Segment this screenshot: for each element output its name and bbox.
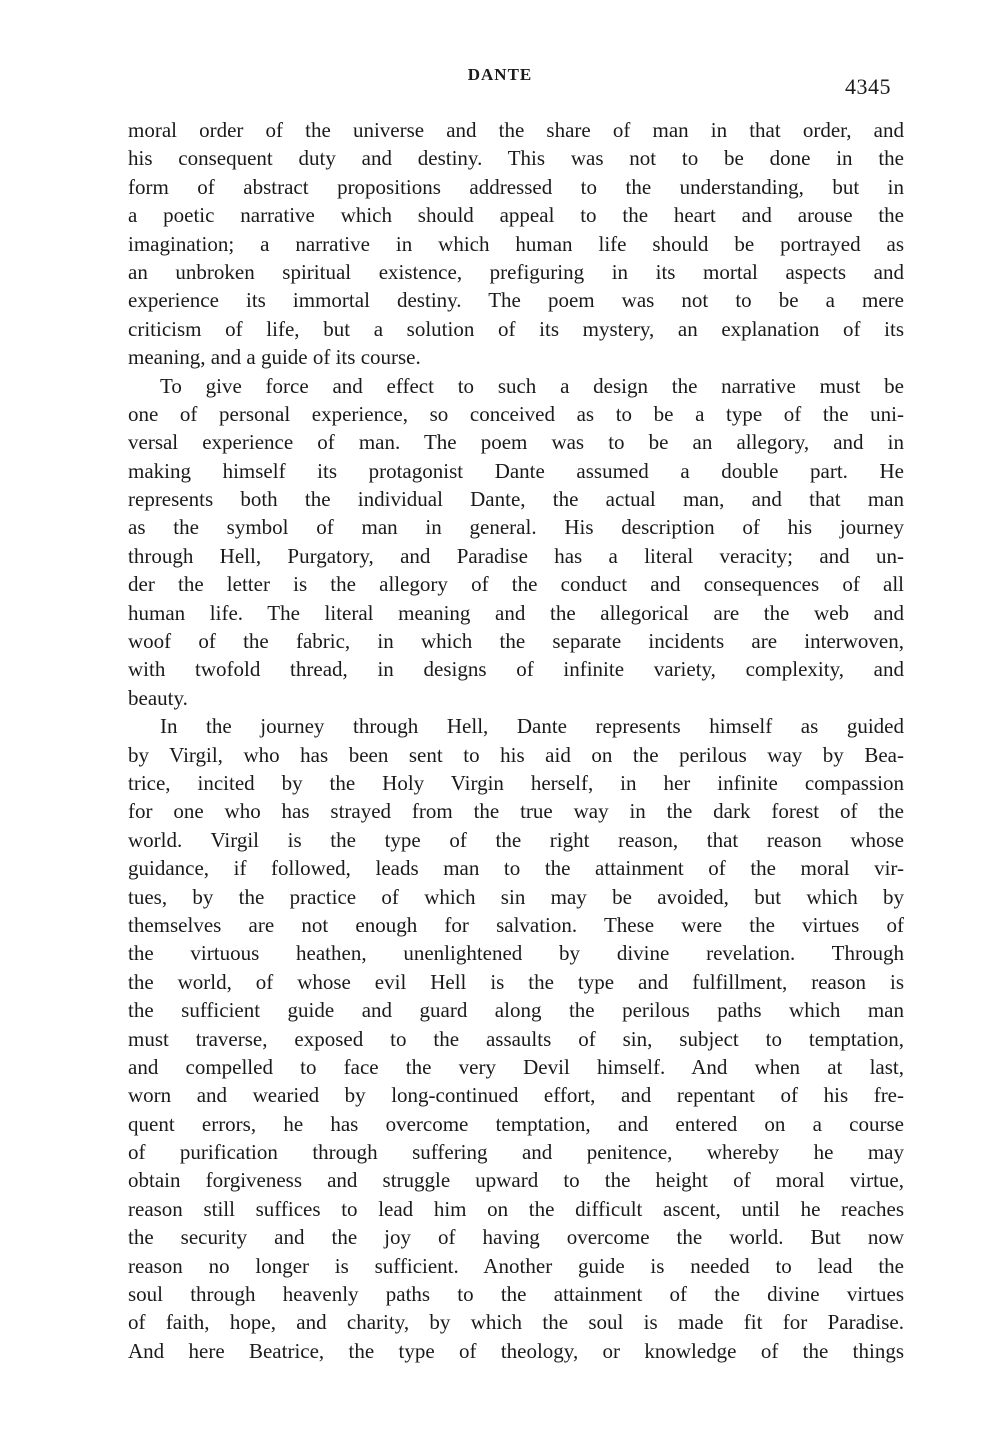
text-line: the virtuous heathen, unenlightened by divine revelation. Through xyxy=(128,941,904,966)
text-line: And here Beatrice, the type of theology, or knowledge of the things xyxy=(128,1338,904,1363)
text-line: experience its immortal destiny. The poem was not to be a mere xyxy=(128,288,904,313)
text-line: obtain forgiveness and struggle upward to the height of moral virtue, xyxy=(128,1168,904,1193)
text-line: the sufficient guide and guard along the perilous paths which man xyxy=(128,998,904,1023)
text-line: of purification through suffering and penitence, whereby he may xyxy=(128,1140,904,1165)
text-line: with twofold thread, in designs of infinite variety, complexity, and xyxy=(128,657,904,682)
text-line: the security and the joy of having overcome the world. But now xyxy=(128,1225,904,1250)
paragraph-first-line: In the journey through Hell, Dante represents himself as guided xyxy=(160,714,904,739)
text-line: imagination; a narrative in which human life should be portrayed as xyxy=(128,231,904,256)
text-line: der the letter is the allegory of the conduct and consequences of all xyxy=(128,572,904,597)
text-line: must traverse, exposed to the assaults of sin, subject to temptation, xyxy=(128,1026,904,1051)
text-line: soul through heavenly paths to the attainment of the divine virtues xyxy=(128,1282,904,1307)
body-text xyxy=(128,116,904,1365)
text-line: guidance, if followed, leads man to the attainment of the moral vir- xyxy=(128,856,904,881)
text-line: an unbroken spiritual existence, prefiguring in its mortal aspects and xyxy=(128,259,904,284)
text-line: making himself its protagonist Dante assumed a double part. He xyxy=(128,458,904,483)
text-line: tues, by the practice of which sin may be avoided, but which by xyxy=(128,884,904,909)
text-line: one of personal experience, so conceived as to be a type of the uni- xyxy=(128,401,904,426)
text-line: of faith, hope, and charity, by which the soul is made fit for Paradise. xyxy=(128,1310,904,1335)
text-line: by Virgil, who has been sent to his aid on the perilous way by Bea- xyxy=(128,742,904,767)
text-line: as the symbol of man in general. His description of his journey xyxy=(128,515,904,540)
text-line: for one who has strayed from the true way in the dark forest of the xyxy=(128,799,904,824)
text-line: beauty. xyxy=(128,685,188,710)
text-line: themselves are not enough for salvation. These were the virtues of xyxy=(128,912,904,937)
paragraph-first-line: To give force and effect to such a design the narrative must be xyxy=(160,373,904,398)
text-line: reason still suffices to lead him on the difficult ascent, until he reaches xyxy=(128,1196,904,1221)
text-line: quent errors, he has overcome temptation, and entered on a course xyxy=(128,1111,904,1136)
text-line: the world, of whose evil Hell is the type and fulfillment, reason is xyxy=(128,969,904,994)
text-line: meaning, and a guide of its course. xyxy=(128,345,421,370)
text-line: world. Virgil is the type of the right reason, that reason whose xyxy=(128,827,904,852)
text-line: criticism of life, but a solution of its mystery, an explanation of its xyxy=(128,316,904,341)
text-line: trice, incited by the Holy Virgin herself, in her infinite compassion xyxy=(128,770,904,795)
text-line: through Hell, Purgatory, and Paradise has a literal veracity; and un- xyxy=(128,543,904,568)
text-line: his consequent duty and destiny. This was not to be done in the xyxy=(128,146,904,171)
text-line: human life. The literal meaning and the allegorical are the web and xyxy=(128,600,904,625)
running-head: DANTE xyxy=(467,65,533,84)
text-line: form of abstract propositions addressed to the understanding, but in xyxy=(128,174,904,199)
page-number: 4345 xyxy=(845,74,891,99)
text-line: reason no longer is sufficient. Another guide is needed to lead the xyxy=(128,1253,904,1278)
text-line: represents both the individual Dante, the actual man, and that man xyxy=(128,487,904,512)
text-line: versal experience of man. The poem was to be an allegory, and in xyxy=(128,430,904,455)
text-line: worn and wearied by long-continued effort, and repentant of his fre- xyxy=(128,1083,904,1108)
text-line: moral order of the universe and the share of man in that order, and xyxy=(128,118,904,142)
text-line: and compelled to face the very Devil himself. And when at last, xyxy=(128,1054,904,1079)
text-line: a poetic narrative which should appeal to the heart and arouse the xyxy=(128,203,904,228)
text-line: woof of the fabric, in which the separate incidents are interwoven, xyxy=(128,629,904,654)
